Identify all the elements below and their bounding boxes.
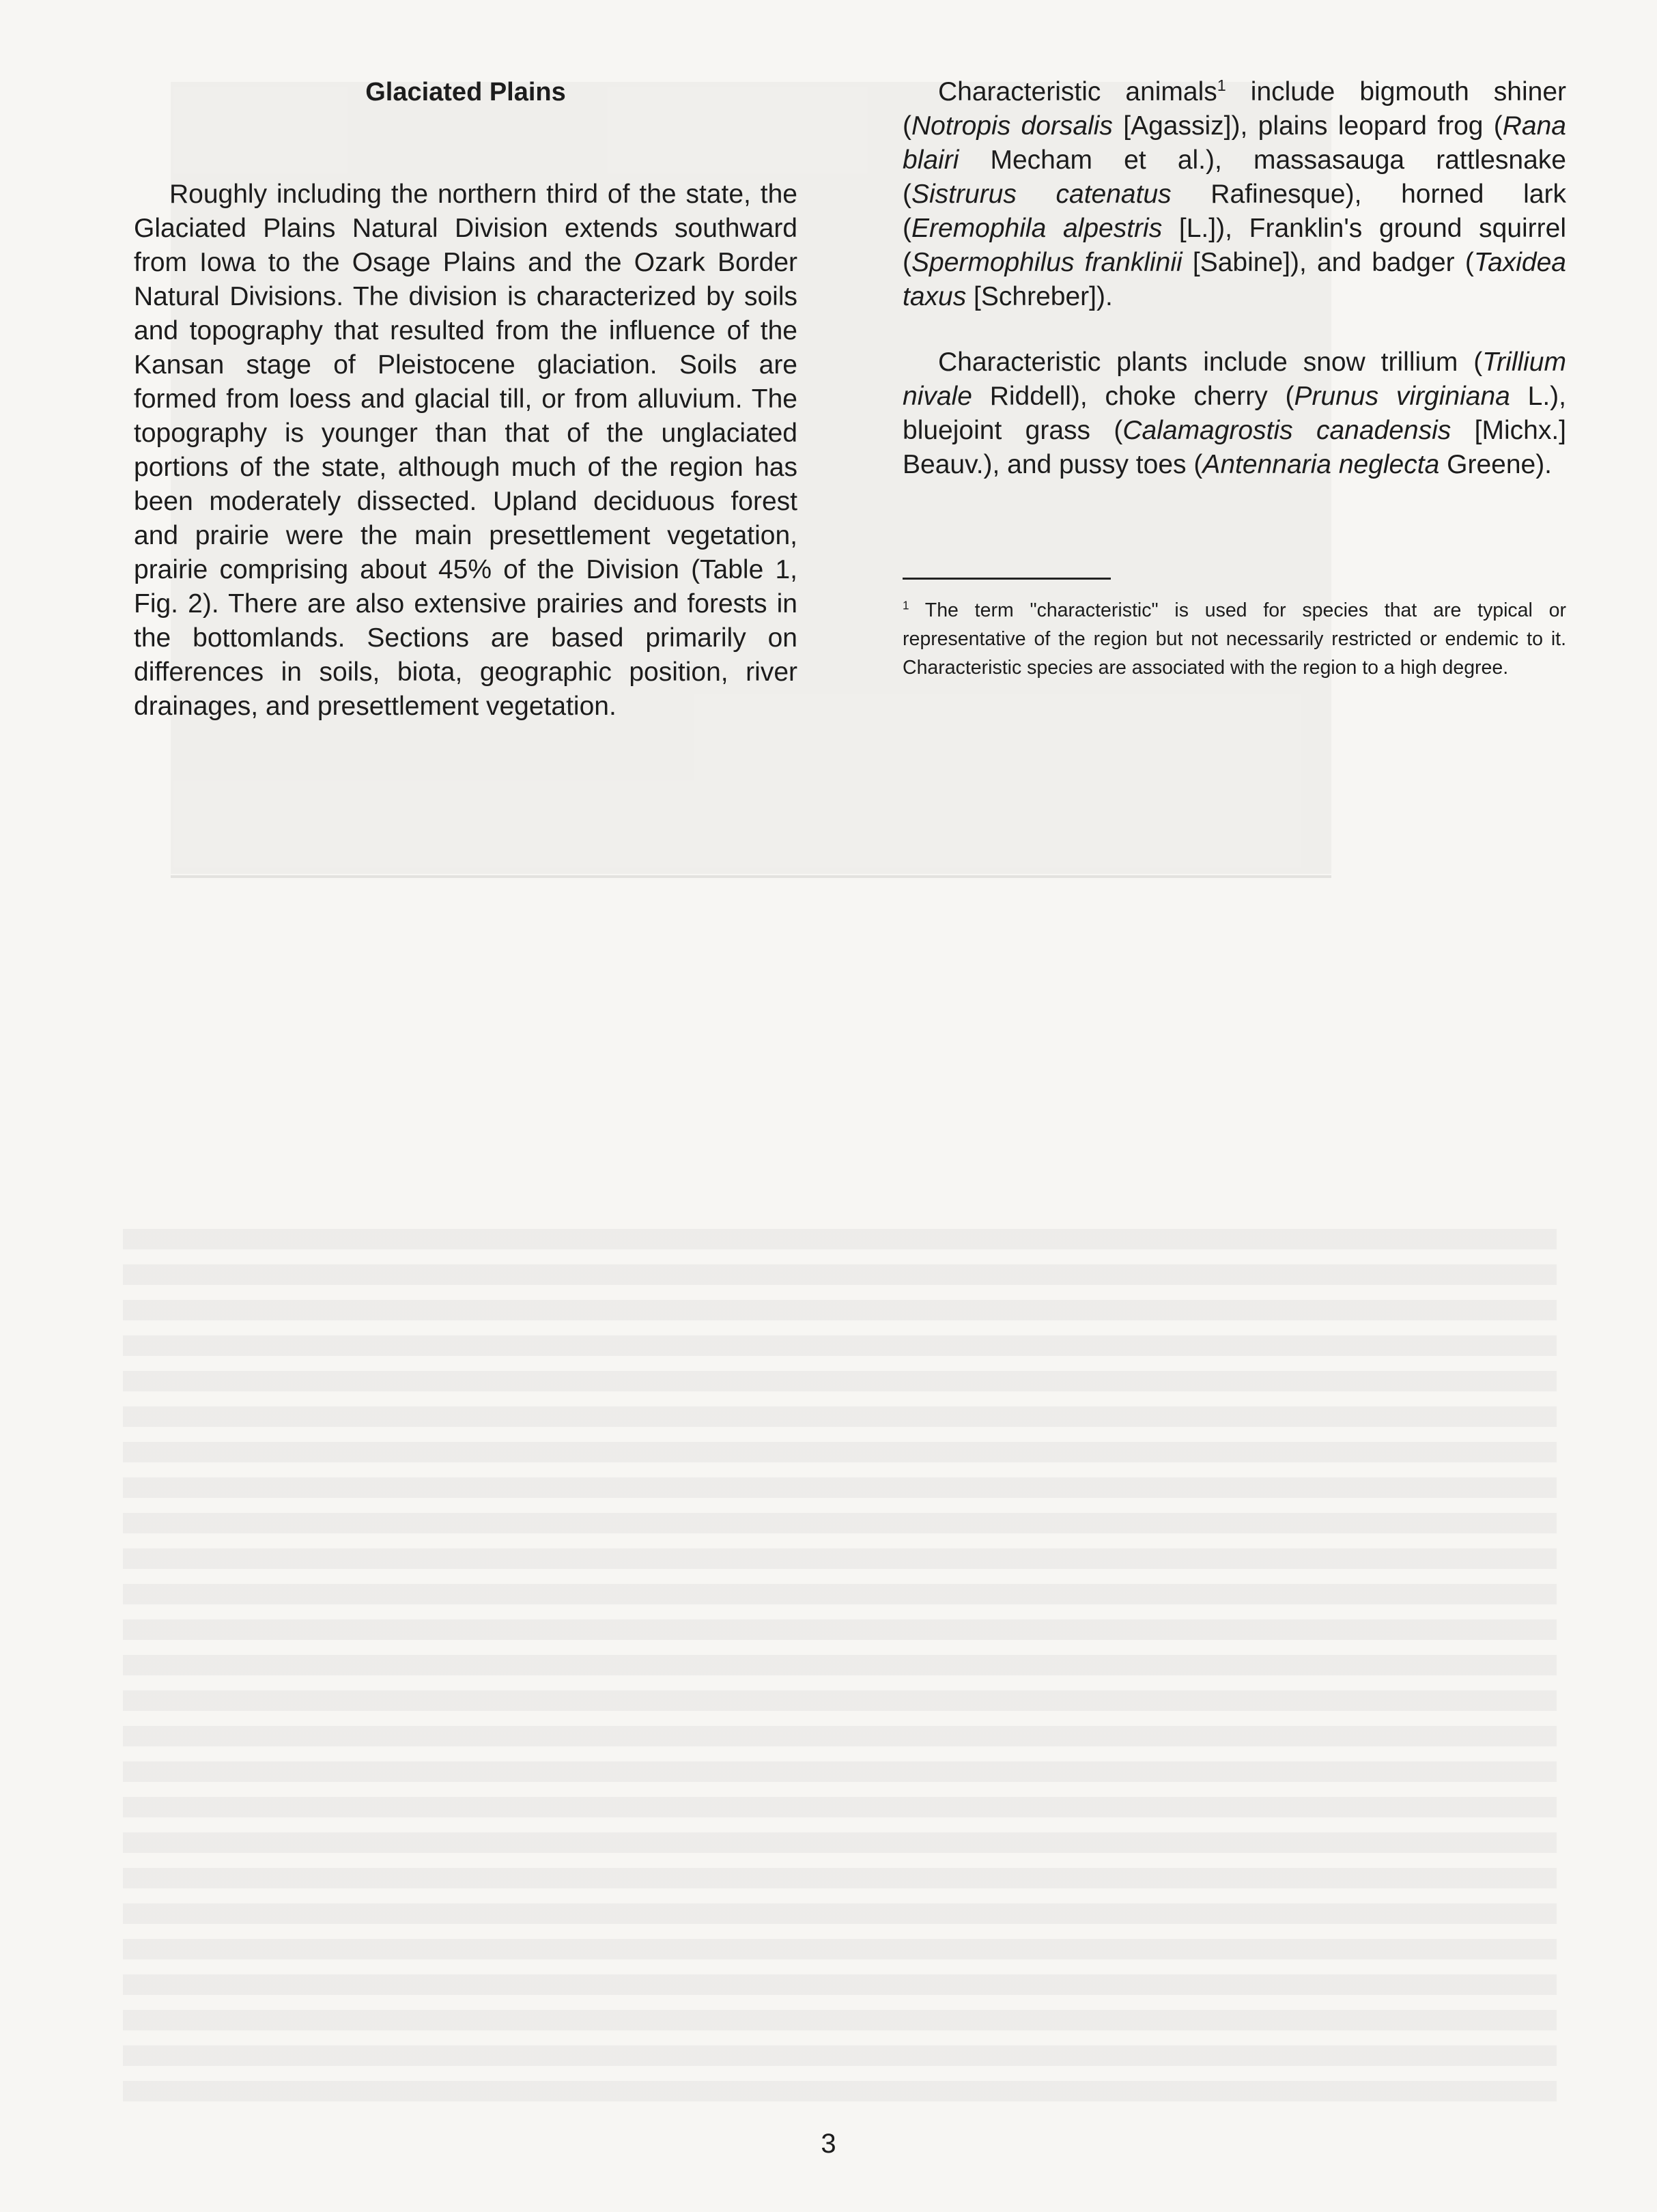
footnote-text: The term "characteristic" is used for species that are typical or representative of the region but not necessarily restricted or endemic to it. Characteristic species are associated with the region to a high degree. [903, 599, 1566, 679]
species-name: Spermophilus franklinii [911, 248, 1182, 277]
footnote-divider [903, 578, 1111, 580]
species-name: Sistrurus catenatus [911, 180, 1172, 209]
animals-lead: Characteristic animals [938, 77, 1217, 107]
species-name: Trillium nivale [903, 348, 1566, 411]
plants-lead: Characteristic plants include snow trillium ( [938, 348, 1483, 377]
left-column [134, 75, 797, 724]
show-through-text-block [123, 1229, 1557, 2116]
species-name: Calamagrostis canadensis [1122, 416, 1451, 445]
species-name: Taxidea taxus [903, 248, 1566, 311]
right-column [903, 75, 1566, 682]
division-description-paragraph: Roughly including the northern third of the state, the Glaciated Plains Natural Division extends southward from Iowa to the Osage Plains and the Ozark Border Natural Divisions. The division is characterized by soils and topography that resulted from the influence of the Kansan stage of Pleistocene glaciation. Soils are formed from loess and glacial till, or from alluvium. The topography is younger than that of the unglaciated portions of the state, although much of the region has been moderately dissected. Upland deciduous forest and prairie were the main presettlement vegetation, prairie comprising about 45% of the Division (Table 1, Fig. 2). There are also extensive prairies and forests in the bottomlands. Sections are based primarily on differences in soils, biota, geographic position, river drainages, and presettlement vegetation. [134, 180, 797, 721]
authority-text: [Schreber]). [966, 282, 1113, 311]
characteristic-plants-paragraph [903, 345, 1566, 482]
authority-text: [Agassiz]), plains leopard frog ( [1112, 111, 1503, 141]
animals-text: include bigmouth shiner ( [903, 77, 1566, 141]
section-heading: Glaciated Plains [365, 78, 566, 107]
characteristic-animals-paragraph [903, 75, 1566, 314]
authority-text: L.), bluejoint grass ( [903, 382, 1566, 445]
species-name: Antennaria neglecta [1202, 450, 1440, 479]
authority-text: Rafinesque), horned lark ( [903, 180, 1566, 243]
authority-text: Riddell), choke cherry ( [972, 382, 1294, 411]
authority-text: [L.]), Franklin's ground squirrel ( [903, 214, 1567, 277]
show-through-axis-line [171, 875, 1331, 878]
footnote [903, 596, 1566, 682]
species-name: Rana blairi [903, 111, 1566, 175]
species-name: Notropis dorsalis [911, 111, 1113, 141]
footnote-mark: 1 [903, 599, 909, 612]
page-number: 3 [821, 2129, 836, 2159]
species-name: Prunus virginiana [1294, 382, 1510, 411]
footnote-reference: 1 [1217, 76, 1226, 94]
authority-text: [Sabine]), and badger ( [1182, 248, 1474, 277]
authority-text: Mecham et al.), massasauga rattlesnake ( [903, 145, 1566, 209]
species-name: Eremophila alpestris [911, 214, 1163, 243]
authority-text: [Michx.] Beauv.), and pussy toes ( [903, 416, 1566, 479]
authority-text: Greene). [1439, 450, 1553, 479]
